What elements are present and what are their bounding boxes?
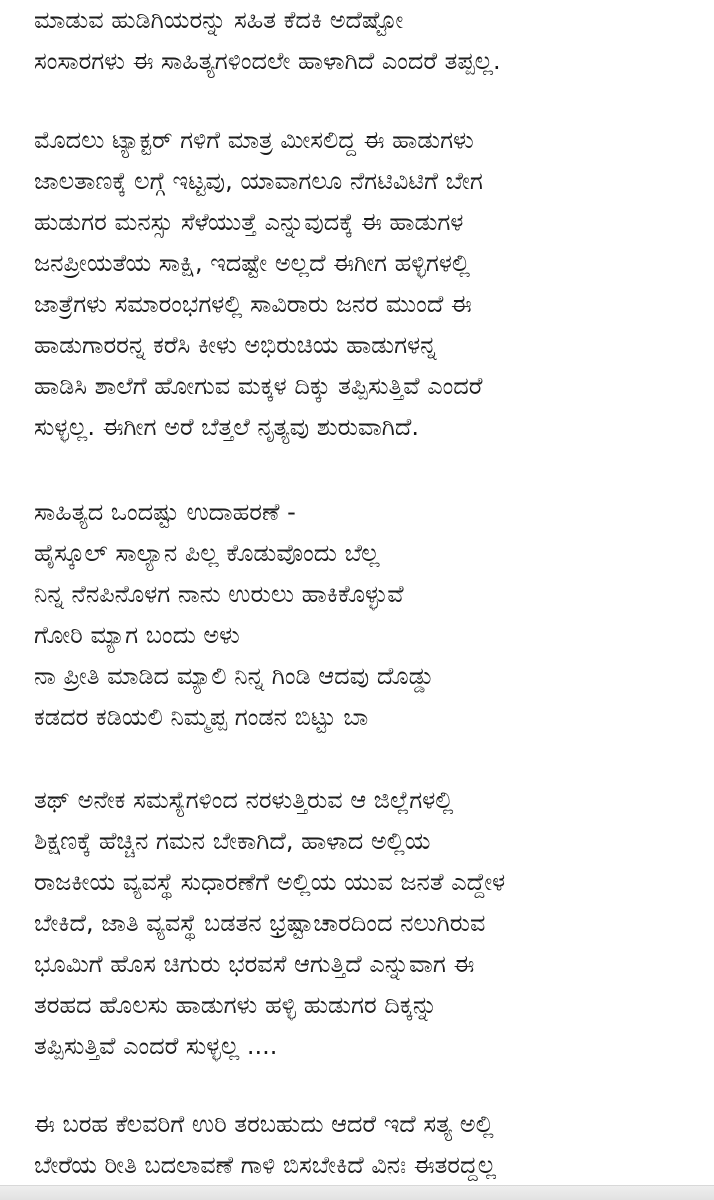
text-line: ಜಾಲತಾಣಕ್ಕೆ ಲಗ್ಗೆ ಇಟ್ಟವು, ಯಾವಾಗಲೂ ನೆಗಟಿವಿಟಿಗೆ ಬೇಗ xyxy=(34,167,483,195)
paragraph-4 xyxy=(34,780,505,1067)
text-line: ಜನಪ್ರೀಯತೆಯ ಸಾಕ್ಷಿ, ಇದಷ್ಟೇ ಅಲ್ಲದೆ ಈಗೀಗ ಹಳ್ಳಿಗಳಲ್ಲಿ xyxy=(34,249,471,277)
text-line: ಸಂಸಾರಗಳು ಈ ಸಾಹಿತ್ಯಗಳಿಂದಲೇ ಹಾಳಾಗಿದೆ ಎಂದರೆ ತಪ್ಪಲ್ಲ. xyxy=(34,47,501,75)
text-line: ನಿನ್ನ ನೆನಪಿನೊಳಗ ನಾನು ಉರುಲು ಹಾಕಿಕೊಳ್ಳುವೆ xyxy=(34,580,404,608)
text-line: ತರಹದ ಹೊಲಸು ಹಾಡುಗಳು ಹಳ್ಳಿ ಹುಡುಗರ ದಿಕ್ಕನ್ನು xyxy=(34,991,438,1019)
text-line: ಹಾಡಿಸಿ ಶಾಲೆಗೆ ಹೋಗುವ ಮಕ್ಕಳ ದಿಕ್ಕು ತಪ್ಪಿಸುತ್ತಿವೆ ಎಂದರೆ xyxy=(34,372,483,400)
text-line: ನಾ ಪ್ರೀತಿ ಮಾಡಿದ ಮ್ಯಾಲಿ ನಿನ್ನ ಗಿಂಡಿ ಆದವು ದೊಡ್ಡು xyxy=(34,662,435,690)
bottom-toolbar-edge xyxy=(0,1185,714,1200)
paragraph-5 xyxy=(34,1104,496,1186)
text-line: ಶಿಕ್ಷಣಕ್ಕೆ ಹೆಚ್ಚಿನ ಗಮನ ಬೇಕಾಗಿದೆ, ಹಾಳಾದ ಅಲ್ಲಿಯ xyxy=(34,827,431,855)
paragraph-3-lyrics xyxy=(34,492,434,738)
text-line: ಮಾಡುವ ಹುಡಿಗಿಯರನ್ನು ಸಹಿತ ಕೆದಕಿ ಅದೆಷ್ಟೋ xyxy=(34,6,404,34)
text-line: ಸುಳ್ಳಲ್ಲ. ಈಗೀಗ ಅರೆ ಬೆತ್ತಲೆ ನೃತ್ಯವು ಶುರುವಾಗಿದೆ. xyxy=(34,413,420,441)
paragraph-1 xyxy=(34,0,501,82)
text-line: ಕಡದರ ಕಡಿಯಲಿ ನಿಮ್ಮಪ್ಪ ಗಂಡನ ಬಿಟ್ಟು ಬಾ xyxy=(34,703,369,731)
text-line: ಹೈಸ್ಕೂಲ್ ಸಾಲ್ಯಾನ ಪಿಲ್ಲ ಕೊಡುವೊಂದು ಬೆಲ್ಲ xyxy=(34,539,380,567)
text-line: ಜಾತ್ರೆಗಳು ಸಮಾರಂಭಗಳಲ್ಲಿ ಸಾವಿರಾರು ಜನರ ಮುಂದೆ ಈ xyxy=(34,290,472,318)
text-line: ಹಾಡುಗಾರರನ್ನ ಕರೆಸಿ ಕೀಳು ಅಭಿರುಚಿಯ ಹಾಡುಗಳನ್ನ xyxy=(34,331,437,359)
text-line: ಸಾಹಿತ್ಯದ ಒಂದಷ್ಟು ಉದಾಹರಣೆ - xyxy=(34,498,296,526)
text-line: ಮೊದಲು ಟ್ಯಾಕ್ಟರ್ ಗಳಿಗೆ ಮಾತ್ರ ಮೀಸಲಿದ್ದ ಈ ಹಾಡುಗಳು xyxy=(34,126,474,154)
text-line: ಈ ಬರಹ ಕೆಲವರಿಗೆ ಉರಿ ತರಬಹುದು ಆದರೆ ಇದೆ ಸತ್ಯ ಅಲ್ಲಿ xyxy=(34,1110,494,1138)
text-line: ಬೇಕಿದೆ, ಜಾತಿ ವ್ಯವಸ್ಥೆ ಬಡತನ ಭ್ರಷ್ಟಾಚಾರದಿಂದ ನಲುಗಿರುವ xyxy=(34,909,486,937)
paragraph-2 xyxy=(34,120,483,448)
text-line: ತಪ್ಪಿಸುತ್ತಿವೆ ಎಂದರೆ ಸುಳ್ಳಲ್ಲ .... xyxy=(34,1032,278,1060)
text-line: ಹುಡುಗರ ಮನಸ್ಸು ಸೆಳೆಯುತ್ತೆ ಎನ್ನುವುದಕ್ಕೆ ಈ ಹಾಡುಗಳ xyxy=(34,208,464,236)
text-line: ರಾಜಕೀಯ ವ್ಯವಸ್ಥೆ ಸುಧಾರಣೆಗೆ ಅಲ್ಲಿಯ ಯುವ ಜನತೆ ಎದ್ದೇಳ xyxy=(34,868,506,896)
text-line: ಬೇರೆಯ ರೀತಿ ಬದಲಾವಣೆ ಗಾಳಿ ಬಿಸಬೇಕಿದೆ ವಿನಃ ಈತರದ್ದಲ್ಲ xyxy=(34,1151,497,1179)
text-line: ತಥ್ ಅನೇಕ ಸಮಸ್ಯೆಗಳಿಂದ ನರಳುತ್ತಿರುವ ಆ ಜಿಲ್ಲೆಗಳಲ್ಲಿ xyxy=(34,786,454,814)
text-line: ಭೂಮಿಗೆ ಹೊಸ ಚಿಗುರು ಭರವಸೆ ಆಗುತ್ತಿದೆ ಎನ್ನುವಾಗ ಈ xyxy=(34,950,475,978)
text-line: ಗೋರಿ ಮ್ಯಾಗ ಬಂದು ಅಳು xyxy=(34,621,240,649)
